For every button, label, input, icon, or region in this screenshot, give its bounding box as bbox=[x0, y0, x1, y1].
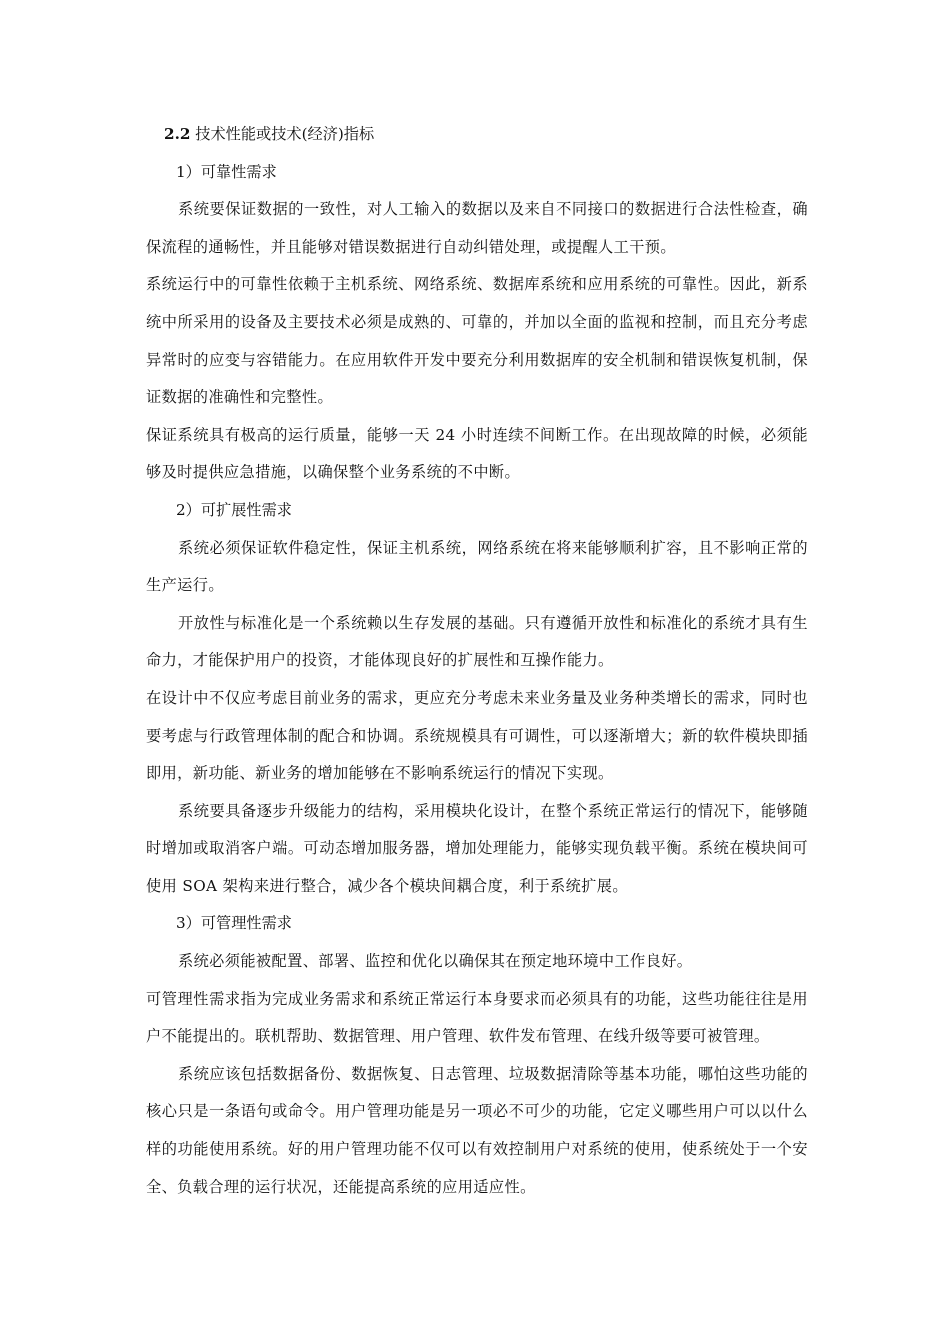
paragraph: 系统应该包括数据备份、数据恢复、日志管理、垃圾数据清除等基本功能，哪怕这些功能的核心只是一条语句或命令。用户管理功能是另一项必不可少的功能，它定义哪些用户可以以什么样的功能使用系统。好的用户管理功能不仅可以有效控制用户对系统的使用，使系统处于一个安全、负载合理的运行状况，还能提高系统的应用适应性。 bbox=[146, 1064, 808, 1196]
paragraph: 保证系统具有极高的运行质量，能够一天 24 小时连续不间断工作。在出现故障的时候，必须能够及时提供应急措施，以确保整个业务系统的不中断。 bbox=[146, 425, 808, 482]
paragraph: 系统运行中的可靠性依赖于主机系统、网络系统、数据库系统和应用系统的可靠性。因此，新系统中所采用的设备及主要技术必须是成熟的、可靠的，并加以全面的监视和控制，而且充分考虑异常时的应变与容错能力。在应用软件开发中要充分利用数据库的安全机制和错误恢复机制，保证数据的准确性和完整性。 bbox=[146, 275, 808, 407]
paragraph: 在设计中不仅应考虑目前业务的需求，更应充分考虑未来业务量及业务种类增长的需求，同时也要考虑与行政管理体制的配合和协调。系统规模具有可调性，可以逐渐增大；新的软件模块即插即用，新功能、新业务的增加能够在不影响系统运行的情况下实现。 bbox=[146, 688, 808, 783]
paragraph: 可管理性需求指为完成业务需求和系统正常运行本身要求而必须具有的功能，这些功能往往是用户不能提出的。联机帮助、数据管理、用户管理、软件发布管理、在线升级等要可被管理。 bbox=[146, 989, 808, 1046]
paragraph: 开放性与标准化是一个系统赖以生存发展的基础。只有遵循开放性和标准化的系统才具有生命力，才能保护用户的投资，才能体现良好的扩展性和互操作能力。 bbox=[146, 613, 808, 670]
subsection-scalability: 2）可扩展性需求 bbox=[176, 500, 292, 519]
section-number: 2.2 bbox=[164, 125, 191, 143]
section-heading bbox=[146, 116, 808, 154]
paragraph: 系统必须能被配置、部署、监控和优化以确保其在预定地环境中工作良好。 bbox=[178, 952, 693, 971]
section-title: 技术性能或技术(经济)指标 bbox=[195, 125, 375, 143]
paragraph: 系统必须保证软件稳定性，保证主机系统，网络系统在将来能够顺利扩容，且不影响正常的生产运行。 bbox=[146, 538, 808, 595]
subsection-manageability: 3）可管理性需求 bbox=[176, 914, 292, 933]
paragraph: 系统要保证数据的一致性，对人工输入的数据以及来自不同接口的数据进行合法性检查，确保流程的通畅性，并且能够对错误数据进行自动纠错处理，或提醒人工干预。 bbox=[146, 200, 808, 256]
document-page bbox=[146, 116, 808, 1206]
paragraph: 系统要具备逐步升级能力的结构，采用模块化设计，在整个系统正常运行的情况下，能够随时增加或取消客户端。可动态增加服务器，增加处理能力，能够实现负载平衡。系统在模块间可使用 SOA 架构来进行整合，减少各个模块间耦合度，利于系统扩展。 bbox=[146, 801, 808, 895]
subsection-reliability: 1）可靠性需求 bbox=[176, 162, 277, 181]
